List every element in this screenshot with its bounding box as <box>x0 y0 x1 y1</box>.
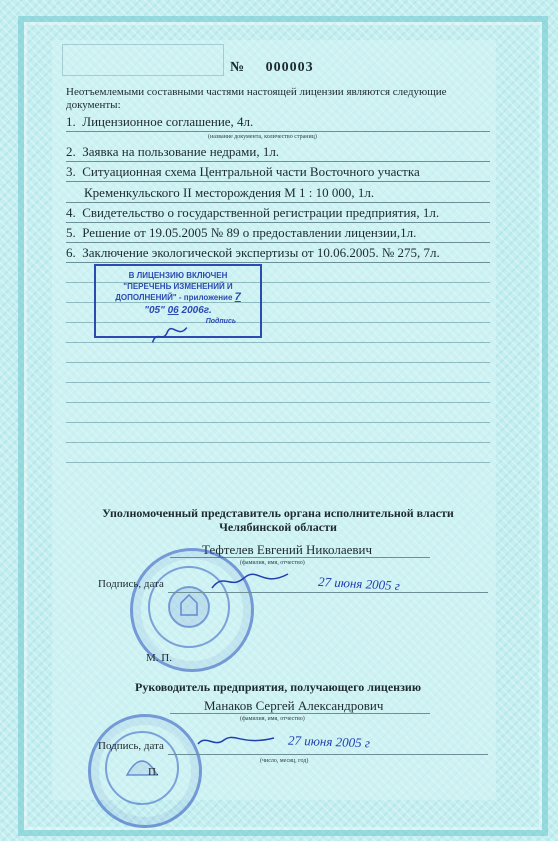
list-item: 6. Заключение экологической экспертизы от 10.06.2005. № 275, 7л. <box>66 245 440 260</box>
list-item: 2. Заявка на пользование недрами, 1л. <box>66 144 280 159</box>
list-item: 3. Ситуационная схема Центральной части Восточного участка <box>66 164 420 179</box>
authority-region: Челябинской области <box>219 520 337 534</box>
list-item: Кременкульского II месторождения М 1 : 10 000, 1л. <box>84 185 375 200</box>
doc-caption: (название документа, количество страниц) <box>208 134 317 140</box>
company-name: Манаков Сергей Александрович <box>204 698 384 713</box>
authority-mp: М. П. <box>146 652 172 664</box>
company-mp: П. <box>148 766 159 778</box>
company-heading: Руководитель предприятия, получающего лицензию <box>135 680 421 694</box>
faint-header-box <box>62 44 224 76</box>
inclusion-stamp: В ЛИЦЕНЗИЮ ВКЛЮЧЕН "ПЕРЕЧЕНЬ ИЗМЕНЕНИЙ И ДОПОЛНЕНИЙ" - приложение 7 "05" 06 2006г. Подпись <box>94 264 262 338</box>
list-item: 4. Свидетельство о государственной регистрации предприятия, 1л. <box>66 205 440 220</box>
authority-signature <box>210 570 290 597</box>
authority-name: Тефтелев Евгений Николаевич <box>202 542 373 557</box>
company-date: 27 июня 2005 г <box>287 732 371 751</box>
license-sheet: № 000003 Неотъемлемыми составными частями настоящей лицензии являются следующие документы: 1. Лицензионное соглашение, 4л. (название документа, количество страниц) 2. Заявка на пользование недрами, 1л. 3. Ситуационная схема Центральной части Восточного участка Кременкульского II месторождения М 1 : 10 000, 1л. 4. Свидетельство о государственной регистрации предприятия, 1л. 5. Решение от 19.05.2005 № 89 о предоставлении лицензии,1л. 6. Заключение экологической экспертизы от 10.06.2005. № 275, 7л. В ЛИЦЕНЗИЮ ВКЛЮЧЕН "ПЕРЕЧЕНЬ ИЗМЕНЕНИЙ И ДОПОЛНЕНИЙ" - приложение 7 "05" 06 2006г. Подпись Уполномоченный представитель органа исполнительной власти Челябинской области Тефтелев Евгений Николаевич (фамилия, имя, отчество) Подпись, дата 27 июня 2005 г М. П. Руководитель предприятия, получающего лицензию Манаков Сергей Александрович (фамилия, имя, отчество) Подпись, дата 27 июня 2005 г (число, месяц, год) П. <box>0 0 558 841</box>
company-sign-label: Подпись, дата <box>98 740 164 752</box>
number-value: 000003 <box>265 60 314 75</box>
list-item: 5. Решение от 19.05.2005 № 89 о предоставлении лицензии,1л. <box>66 225 417 240</box>
document-number <box>230 60 314 76</box>
company-seal <box>88 714 202 828</box>
list-item: 1. Лицензионное соглашение, 4л. <box>66 114 254 129</box>
company-signature <box>196 730 276 757</box>
authority-heading: Уполномоченный представитель органа исполнительной власти <box>102 506 454 520</box>
authority-date: 27 июня 2005 г <box>317 573 401 594</box>
intro-text: Неотъемлемыми составными частями настоящей лицензии являются следующие документы: <box>66 86 447 111</box>
authority-sign-label: Подпись, дата <box>98 578 164 590</box>
number-sign: № <box>230 60 246 75</box>
